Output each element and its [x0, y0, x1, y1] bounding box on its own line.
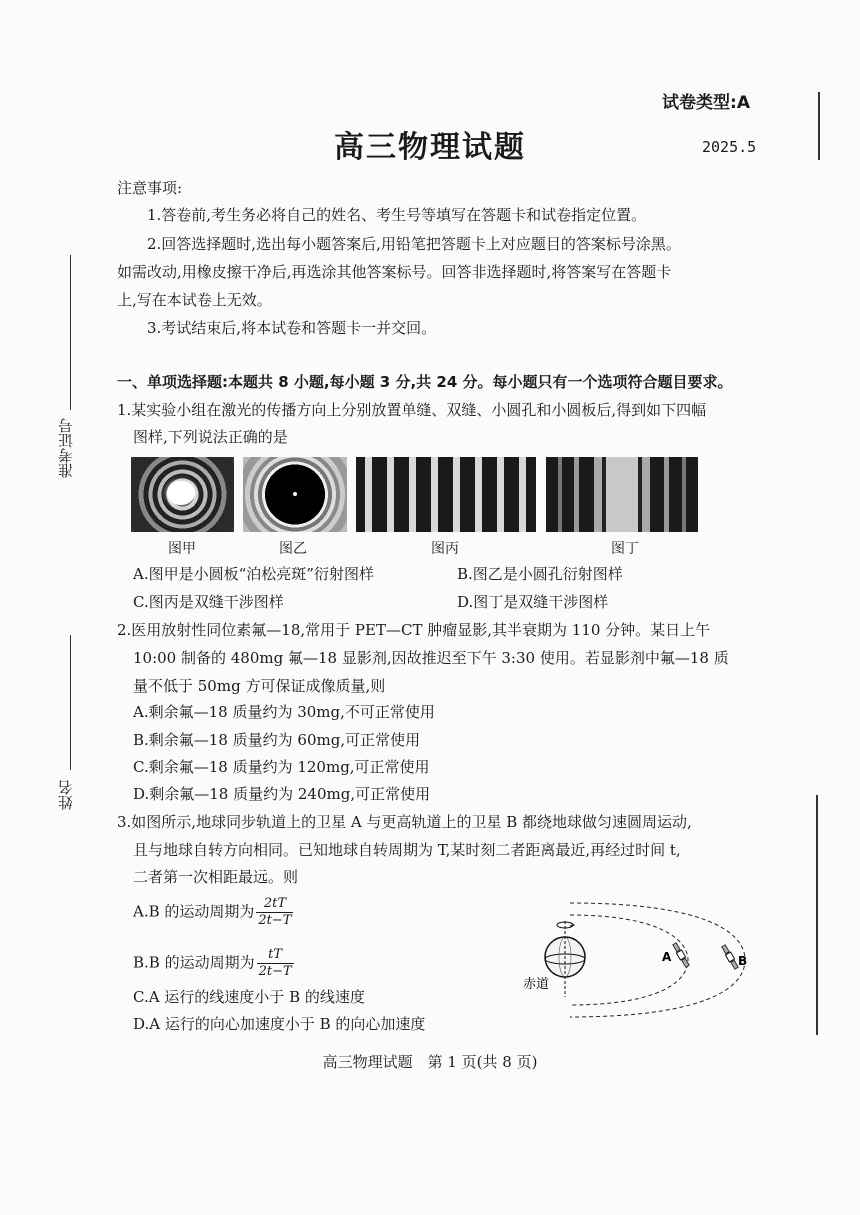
notes-heading: 注意事项: [117, 179, 183, 197]
q3-option-b [133, 947, 294, 980]
q1-option-a: A.图甲是小圆板“泊松亮斑”衍射图样 [133, 565, 374, 583]
equator-label: 赤道 [523, 977, 550, 992]
orbit-b [570, 903, 748, 1017]
figure-yi-caption: 图乙 [279, 541, 307, 557]
figure-yi-image [243, 457, 347, 532]
page-title: 高三物理试题 [334, 130, 526, 165]
q3-option-a [133, 896, 293, 929]
q1-stem-line-1: 1.某实验小组在激光的传播方向上分别放置单缝、双缝、小圆孔和小圆板后,得到如下四幅 [117, 401, 707, 419]
q2-option-a: A.剩余氟—18 质量约为 30mg,不可正常使用 [133, 703, 435, 721]
q3-option-b-denominator: 2t−T [258, 964, 292, 979]
notes-item-1: 1.答卷前,考生务必将自己的姓名、考生号等填写在答题卡和试卷指定位置。 [147, 206, 647, 224]
earth-icon [545, 921, 585, 997]
page-footer: 高三物理试题 第 1 页(共 8 页) [322, 1053, 538, 1071]
figure-bing-image [356, 457, 536, 532]
satellite-a-label: A [662, 950, 672, 964]
q2-stem-line-2: 10:00 制备的 480mg 氟—18 显影剂,因故推迟至下午 3:30 使用。若显影剂中氟—18 质 [133, 649, 729, 667]
notes-item-2-line-2: 如需改动,用橡皮擦干净后,再选涂其他答案标号。回答非选择题时,将答案写在答题卡 [117, 263, 672, 281]
satellite-b-icon [721, 944, 739, 970]
figure-bing-caption: 图丙 [431, 541, 459, 557]
name-blank-line [70, 635, 71, 770]
q3-option-a-prefix: A.B 的运动周期为 [133, 902, 255, 921]
q3-option-d: D.A 运行的向心加速度小于 B 的向心加速度 [133, 1015, 426, 1033]
section-1-heading: 一、单项选择题:本题共 8 小题,每小题 3 分,共 24 分。每小题只有一个选项符合题目要求。 [117, 373, 733, 391]
q1-option-c: C.图丙是双缝干涉图样 [133, 593, 284, 611]
q3-option-b-fraction [257, 947, 294, 980]
q3-stem-line-1: 3.如图所示,地球同步轨道上的卫星 A 与更高轨道上的卫星 B 都绕地球做匀速圆周运动, [117, 813, 692, 831]
notes-item-2-line-3: 上,写在本试卷上无效。 [117, 291, 272, 309]
right-margin-rule-top [818, 92, 820, 160]
q1-option-b: B.图乙是小圆孔衍射图样 [457, 565, 623, 583]
orbit-diagram [520, 885, 780, 1025]
exam-id-blank-line [70, 255, 71, 410]
exam-date: 2025.5 [702, 138, 757, 156]
q3-option-b-numerator: tT [257, 947, 294, 964]
q3-stem-line-2: 且与地球自转方向相同。已知地球自转周期为 T,某时刻二者距离最近,再经过时间 t, [133, 841, 681, 859]
q1-option-d: D.图丁是双缝干涉图样 [457, 593, 609, 611]
q2-stem-line-1: 2.医用放射性同位素氟—18,常用于 PET—CT 肿瘤显影,其半衰期为 110 分钟。某日上午 [117, 621, 711, 639]
q1-stem-line-2: 图样,下列说法正确的是 [133, 428, 288, 446]
satellite-b-label: B [738, 954, 748, 968]
notes-item-2-line-1: 2.回答选择题时,选出每小题答案后,用铅笔把答题卡上对应题目的答案标号涂黑。 [147, 235, 681, 253]
figure-jia-caption: 图甲 [168, 541, 196, 557]
q2-option-c: C.剩余氟—18 质量约为 120mg,可正常使用 [133, 758, 430, 776]
q2-option-d: D.剩余氟—18 质量约为 240mg,可正常使用 [133, 785, 431, 803]
q3-option-b-prefix: B.B 的运动周期为 [133, 953, 255, 972]
q3-option-a-fraction [256, 896, 293, 929]
q2-stem-line-3: 量不低于 50mg 方可保证成像质量,则 [133, 677, 386, 695]
paper-type-label: 试卷类型:A [662, 93, 750, 113]
right-margin-rule-bottom [816, 795, 818, 1035]
q3-option-a-denominator: 2t−T [258, 913, 292, 928]
q3-stem-line-3: 二者第一次相距最远。则 [133, 868, 299, 886]
figure-jia-image [131, 457, 234, 532]
figure-ding-caption: 图丁 [611, 541, 639, 557]
satellite-a-icon [672, 942, 690, 968]
q2-option-b: B.剩余氟—18 质量约为 60mg,可正常使用 [133, 731, 421, 749]
exam-id-label: 准考证号 [57, 418, 75, 478]
q3-option-c: C.A 运行的线速度小于 B 的线速度 [133, 988, 365, 1006]
notes-item-3: 3.考试结束后,将本试卷和答题卡一并交回。 [147, 319, 437, 337]
figure-ding-image [546, 457, 698, 532]
name-label: 姓名 [57, 780, 75, 810]
q3-option-a-numerator: 2tT [256, 896, 293, 913]
